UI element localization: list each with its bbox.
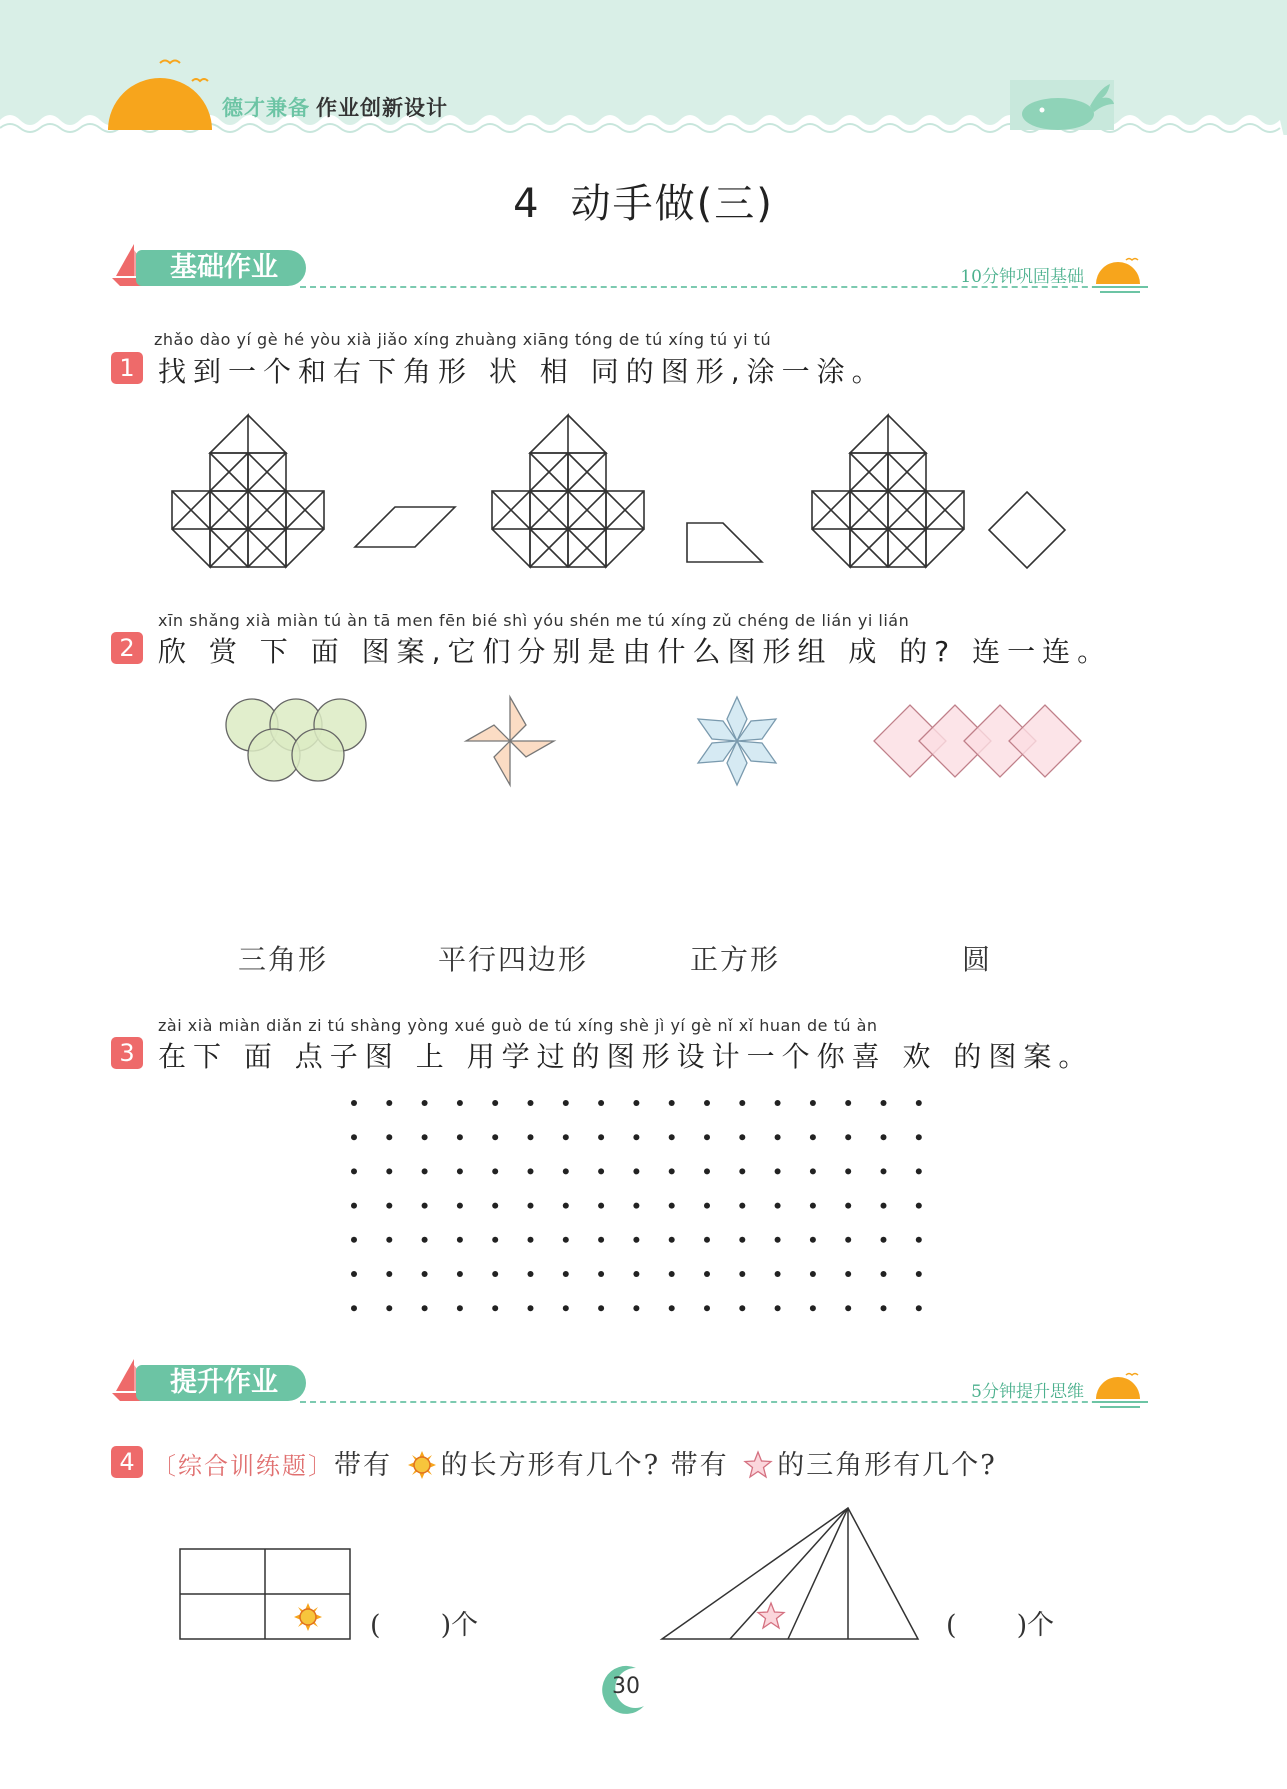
grid-dot bbox=[386, 1168, 392, 1174]
grid-dot bbox=[457, 1134, 463, 1140]
grid-dot bbox=[775, 1134, 781, 1140]
grid-dot bbox=[457, 1100, 463, 1106]
q3-pinyin: zài xià miàn diǎn zi tú shàng yòng xué guò de tú xíng shè jì yí gè nǐ xǐ huan de tú àn bbox=[158, 1016, 878, 1035]
grid-dot bbox=[492, 1203, 498, 1209]
grid-dot bbox=[422, 1100, 428, 1106]
grid-dot bbox=[669, 1271, 675, 1277]
grid-dot bbox=[386, 1100, 392, 1106]
grid-dot bbox=[457, 1305, 463, 1311]
grid-dot bbox=[810, 1100, 816, 1106]
q1-text: 找到一个和右下角形 状 相 同的图形,涂一涂。 bbox=[158, 355, 887, 388]
q4-number: 4 bbox=[111, 1446, 143, 1478]
boat-figure-1 bbox=[172, 415, 324, 567]
rectangle-figure bbox=[175, 1505, 365, 1645]
grid-dot bbox=[881, 1134, 887, 1140]
sun-icon bbox=[407, 1450, 437, 1480]
grid-dot bbox=[598, 1203, 604, 1209]
grid-dot bbox=[810, 1203, 816, 1209]
grid-dot bbox=[386, 1134, 392, 1140]
squares-pattern bbox=[874, 705, 1081, 777]
q2-pinyin: xīn shǎng xià miàn tú àn tā men fēn bié shì yóu shén me tú xíng zǔ chéng de lián yi lián bbox=[158, 611, 910, 630]
circles-pattern bbox=[226, 699, 366, 781]
dot-grid[interactable] bbox=[340, 1090, 940, 1320]
grid-dot bbox=[704, 1305, 710, 1311]
grid-dot bbox=[598, 1305, 604, 1311]
grid-dot bbox=[775, 1271, 781, 1277]
grid-dot bbox=[492, 1271, 498, 1277]
grid-dot bbox=[633, 1134, 639, 1140]
sun-icon bbox=[100, 55, 220, 130]
grid-dot bbox=[739, 1134, 745, 1140]
grid-dot bbox=[457, 1203, 463, 1209]
grid-dot bbox=[669, 1203, 675, 1209]
q1-pinyin: zhǎo dào yí gè hé yòu xià jiǎo xíng zhuàng xiāng tóng de tú xíng tú yi tú bbox=[154, 330, 772, 349]
triangle-figure bbox=[650, 1505, 930, 1645]
grid-dot bbox=[881, 1237, 887, 1243]
grid-dot bbox=[457, 1271, 463, 1277]
section-advanced-note: 5分钟提升思维 bbox=[971, 1382, 1084, 1402]
brand-secondary: 作业创新设计 bbox=[316, 96, 448, 120]
grid-dot bbox=[669, 1100, 675, 1106]
grid-dot bbox=[669, 1237, 675, 1243]
q4-text-c: 的三角形有几个? bbox=[777, 1450, 997, 1481]
grid-dot bbox=[845, 1203, 851, 1209]
grid-dot bbox=[457, 1168, 463, 1174]
sunset-icon bbox=[1090, 254, 1150, 294]
grid-dot bbox=[598, 1100, 604, 1106]
grid-dot bbox=[598, 1271, 604, 1277]
grid-dot bbox=[563, 1271, 569, 1277]
grid-dot bbox=[492, 1237, 498, 1243]
brand-primary: 德才兼备 bbox=[222, 96, 310, 120]
grid-dot bbox=[669, 1305, 675, 1311]
q2-text: 欣 赏 下 面 图案,它们分别是由什么图形组 成 的? 连一连。 bbox=[158, 635, 1113, 668]
grid-dot bbox=[739, 1100, 745, 1106]
q4-text-a: 带有 bbox=[334, 1450, 392, 1481]
q2-number: 2 bbox=[111, 632, 143, 664]
grid-dot bbox=[492, 1134, 498, 1140]
section-advanced-label: 提升作业 bbox=[136, 1365, 306, 1401]
grid-dot bbox=[598, 1134, 604, 1140]
q3-number: 3 bbox=[111, 1037, 143, 1069]
grid-dot bbox=[386, 1203, 392, 1209]
grid-dot bbox=[775, 1237, 781, 1243]
grid-dot bbox=[528, 1134, 534, 1140]
grid-dot bbox=[810, 1134, 816, 1140]
grid-dot bbox=[422, 1203, 428, 1209]
pinwheel-pattern bbox=[466, 697, 554, 785]
lesson-title: 动手做(三) bbox=[570, 181, 774, 227]
section-basic-label: 基础作业 bbox=[136, 250, 306, 286]
trapezoid-shape bbox=[687, 523, 762, 562]
grid-dot bbox=[386, 1271, 392, 1277]
grid-dot bbox=[845, 1134, 851, 1140]
grid-dot bbox=[881, 1305, 887, 1311]
grid-dot bbox=[739, 1203, 745, 1209]
answer-blank-triangles[interactable] bbox=[946, 1603, 1054, 1642]
grid-dot bbox=[810, 1168, 816, 1174]
grid-dot bbox=[739, 1305, 745, 1311]
grid-dot bbox=[598, 1168, 604, 1174]
grid-dot bbox=[916, 1203, 922, 1209]
grid-dot bbox=[528, 1237, 534, 1243]
q4-question bbox=[152, 1443, 997, 1482]
grid-dot bbox=[704, 1203, 710, 1209]
grid-dot bbox=[704, 1168, 710, 1174]
grid-dot bbox=[775, 1168, 781, 1174]
grid-dot bbox=[916, 1100, 922, 1106]
grid-dot bbox=[457, 1237, 463, 1243]
grid-dot bbox=[810, 1237, 816, 1243]
sunset-icon bbox=[1090, 1369, 1150, 1409]
grid-dot bbox=[775, 1100, 781, 1106]
grid-dot bbox=[881, 1100, 887, 1106]
label-circle: 圆 bbox=[962, 943, 993, 976]
grid-dot bbox=[845, 1100, 851, 1106]
grid-dot bbox=[633, 1271, 639, 1277]
grid-dot bbox=[528, 1271, 534, 1277]
blank1-open: ( bbox=[370, 1610, 381, 1641]
boat-figure-3 bbox=[812, 415, 964, 567]
grid-dot bbox=[351, 1305, 357, 1311]
grid-dot bbox=[633, 1237, 639, 1243]
star-icon bbox=[758, 1603, 784, 1628]
grid-dot bbox=[669, 1134, 675, 1140]
grid-dot bbox=[563, 1134, 569, 1140]
grid-dot bbox=[669, 1168, 675, 1174]
q2-patterns bbox=[210, 685, 1090, 795]
grid-dot bbox=[845, 1271, 851, 1277]
grid-dot bbox=[492, 1100, 498, 1106]
q4-text-b: 的长方形有几个? 带有 bbox=[440, 1450, 729, 1481]
label-square: 正方形 bbox=[690, 943, 781, 976]
grid-dot bbox=[422, 1271, 428, 1277]
label-triangle: 三角形 bbox=[238, 943, 329, 976]
grid-dot bbox=[810, 1271, 816, 1277]
grid-dot bbox=[775, 1203, 781, 1209]
grid-dot bbox=[351, 1237, 357, 1243]
q4-tag: 〔综合训练题〕 bbox=[152, 1452, 334, 1480]
sun-icon bbox=[294, 1603, 322, 1631]
grid-dot bbox=[704, 1237, 710, 1243]
grid-dot bbox=[881, 1203, 887, 1209]
parallelogram-shape bbox=[355, 507, 455, 547]
grid-dot bbox=[351, 1100, 357, 1106]
grid-dot bbox=[704, 1271, 710, 1277]
grid-dot bbox=[351, 1168, 357, 1174]
grid-dot bbox=[351, 1203, 357, 1209]
q3-text: 在下 面 点子图 上 用学过的图形设计一个你喜 欢 的图案。 bbox=[158, 1040, 1094, 1073]
grid-dot bbox=[845, 1305, 851, 1311]
grid-dot bbox=[422, 1134, 428, 1140]
brand bbox=[222, 92, 448, 122]
grid-dot bbox=[492, 1168, 498, 1174]
q1-figures bbox=[150, 410, 1080, 570]
grid-dot bbox=[563, 1203, 569, 1209]
grid-dot bbox=[422, 1168, 428, 1174]
grid-dot bbox=[916, 1305, 922, 1311]
grid-dot bbox=[563, 1305, 569, 1311]
page-title bbox=[0, 172, 1287, 229]
grid-dot bbox=[739, 1271, 745, 1277]
grid-dot bbox=[351, 1134, 357, 1140]
snowflake-pattern bbox=[698, 697, 776, 785]
grid-dot bbox=[916, 1237, 922, 1243]
grid-dot bbox=[351, 1271, 357, 1277]
grid-dot bbox=[563, 1100, 569, 1106]
grid-dot bbox=[528, 1100, 534, 1106]
page-number: 30 bbox=[612, 1674, 640, 1699]
grid-dot bbox=[881, 1168, 887, 1174]
grid-dot bbox=[528, 1203, 534, 1209]
grid-dot bbox=[810, 1305, 816, 1311]
grid-dot bbox=[386, 1305, 392, 1311]
grid-dot bbox=[386, 1237, 392, 1243]
grid-dot bbox=[739, 1237, 745, 1243]
grid-dot bbox=[528, 1305, 534, 1311]
grid-dot bbox=[704, 1100, 710, 1106]
blank2-close: )个 bbox=[1016, 1610, 1055, 1641]
label-parallelogram: 平行四边形 bbox=[438, 943, 589, 976]
grid-dot bbox=[633, 1100, 639, 1106]
grid-dot bbox=[492, 1305, 498, 1311]
grid-dot bbox=[916, 1168, 922, 1174]
grid-dot bbox=[881, 1271, 887, 1277]
grid-dot bbox=[633, 1203, 639, 1209]
grid-dot bbox=[775, 1305, 781, 1311]
q1-number: 1 bbox=[111, 352, 143, 384]
star-icon bbox=[743, 1450, 773, 1480]
grid-dot bbox=[845, 1237, 851, 1243]
grid-dot bbox=[528, 1168, 534, 1174]
blank2-open: ( bbox=[946, 1610, 957, 1641]
grid-dot bbox=[633, 1168, 639, 1174]
grid-dot bbox=[916, 1271, 922, 1277]
blank1-close: )个 bbox=[440, 1610, 479, 1641]
grid-dot bbox=[422, 1237, 428, 1243]
grid-dot bbox=[704, 1134, 710, 1140]
grid-dot bbox=[598, 1237, 604, 1243]
whale-icon bbox=[1010, 76, 1115, 132]
grid-dot bbox=[563, 1237, 569, 1243]
grid-dot bbox=[845, 1168, 851, 1174]
answer-blank-rectangles[interactable] bbox=[370, 1603, 478, 1642]
section-basic-note: 10分钟巩固基础 bbox=[960, 267, 1084, 287]
grid-dot bbox=[633, 1305, 639, 1311]
lesson-number: 4 bbox=[513, 181, 541, 227]
grid-dot bbox=[563, 1168, 569, 1174]
boat-figure-2 bbox=[492, 415, 644, 567]
square-shape bbox=[989, 492, 1065, 568]
grid-dot bbox=[916, 1134, 922, 1140]
grid-dot bbox=[422, 1305, 428, 1311]
grid-dot bbox=[739, 1168, 745, 1174]
